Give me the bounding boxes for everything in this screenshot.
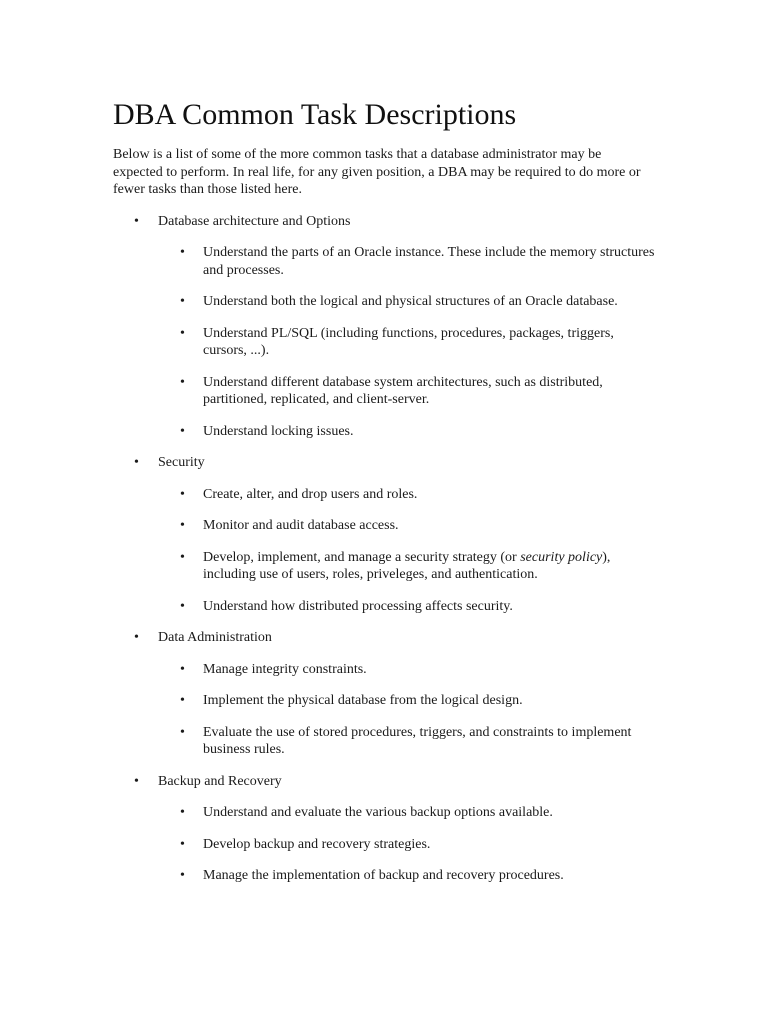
list-item [113, 724, 658, 759]
list-item [113, 244, 658, 279]
bullet-icon: • [180, 423, 185, 439]
list-item-text: Manage integrity constraints. [203, 661, 367, 677]
bullet-icon: • [180, 836, 185, 852]
bullet-icon: • [180, 598, 185, 614]
bullet-icon: • [180, 868, 185, 883]
list-item [113, 867, 658, 885]
subtask-list [113, 661, 653, 759]
bullet-icon: • [180, 693, 185, 708]
list-item-text [203, 550, 610, 583]
list-item-text: Manage the implementation of backup and recovery procedures. [203, 868, 564, 883]
bullet-icon: • [180, 549, 185, 565]
subtask-list [113, 244, 653, 440]
page-title: DBA Common Task Descriptions [113, 98, 517, 131]
list-item [113, 804, 658, 822]
bullet-icon: • [180, 724, 185, 740]
list-item-text: Develop backup and recovery strategies. [203, 836, 431, 852]
bullet-icon: • [180, 518, 185, 533]
bullet-icon: • [180, 486, 185, 502]
list-item [113, 692, 658, 710]
subtask-list [113, 486, 653, 616]
section-item-data-administration [113, 629, 653, 759]
bullet-icon: • [180, 294, 185, 309]
list-item [113, 549, 658, 584]
bullet-icon: • [180, 374, 185, 390]
list-item [113, 598, 658, 616]
list-item [113, 836, 658, 854]
list-item-text-before: Develop, implement, and manage a security strategy (or [203, 549, 521, 565]
section-item-backup-and-recovery [113, 773, 653, 885]
list-item [113, 486, 658, 504]
list-item-text: Understand PL/SQL (including functions, procedures, packages, triggers, cursors, ...). [203, 325, 614, 358]
bullet-icon: • [180, 325, 185, 341]
list-item-text: Understand how distributed processing affects security. [203, 598, 513, 614]
section-label: Backup and Recovery [158, 773, 282, 789]
bullet-icon: • [134, 630, 139, 645]
section-label: Database architecture and Options [158, 213, 351, 229]
bullet-icon: • [134, 213, 139, 229]
list-item [113, 293, 658, 311]
bullet-icon: • [180, 805, 185, 820]
list-item [113, 661, 658, 679]
security-policy-emphasis: security policy [520, 549, 603, 565]
list-item-text: Understand both the logical and physical structures of an Oracle database. [203, 294, 618, 309]
list-item [113, 517, 658, 535]
list-item-text: Evaluate the use of stored procedures, triggers, and constraints to implement business rules. [203, 724, 632, 757]
list-item-text: Create, alter, and drop users and roles. [203, 486, 418, 502]
section-label: Data Administration [158, 630, 272, 645]
task-list [113, 213, 653, 885]
list-item-text: Implement the physical database from the logical design. [203, 693, 523, 708]
bullet-icon: • [180, 661, 185, 677]
list-item-text: Understand the parts of an Oracle instance. These include the memory structures and processes. [203, 245, 655, 278]
list-item-text: Understand different database system architectures, such as distributed, partitioned, replicated, and client-server. [203, 374, 603, 407]
list-item [113, 374, 658, 409]
intro-paragraph: Below is a list of some of the more common tasks that a database administrator may be expected to perform. In real life, for any given position, a DBA may be required to do more or fewer tasks than those listed here. [113, 147, 641, 197]
list-item-text: Monitor and audit database access. [203, 518, 399, 533]
list-item-text-after: ), including use of users, roles, priveleges, and authentication. [203, 549, 611, 582]
document-page [113, 96, 653, 899]
bullet-icon: • [134, 773, 139, 789]
list-item-text: Understand locking issues. [203, 423, 354, 439]
section-label: Security [158, 455, 205, 470]
bullet-icon: • [180, 245, 185, 260]
list-item [113, 325, 658, 360]
bullet-icon: • [134, 455, 139, 470]
list-item-text: Understand and evaluate the various backup options available. [203, 805, 553, 820]
subtask-list [113, 804, 653, 885]
section-item-database-architecture [113, 213, 653, 441]
list-item [113, 423, 658, 441]
section-item-security [113, 454, 653, 615]
